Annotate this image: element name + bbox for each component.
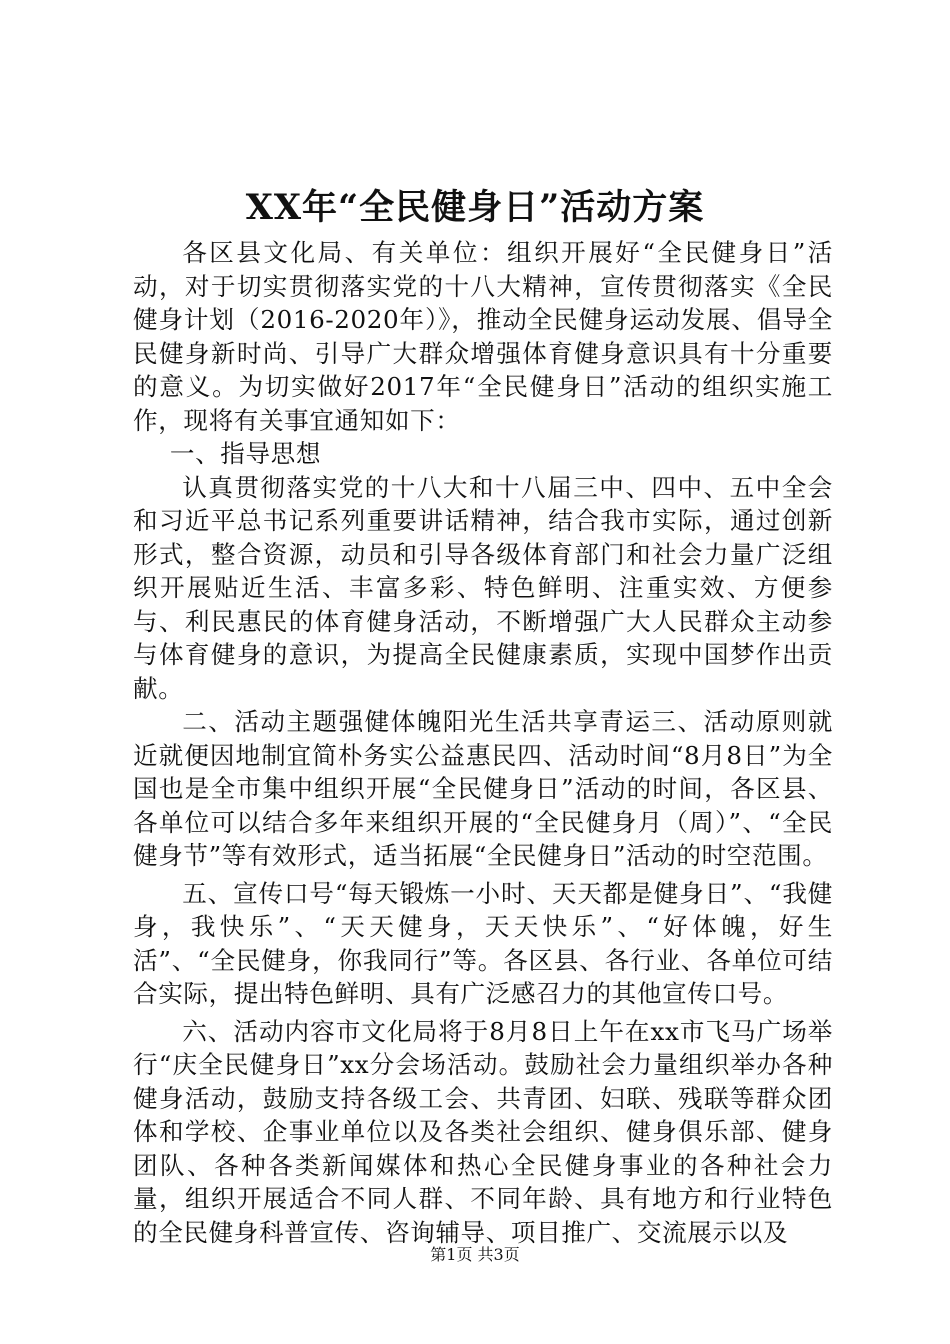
- paragraph-theme-principles-time: 二、活动主题强健体魄阳光生活共享青运三、活动原则就近就便因地制宜简朴务实公益惠民四、活动时间“8月8日”为全国也是全市集中组织开展“全民健身日”活动的时间，各区县、各单位可以结合多年来组织开展的“全民健身月（周）”、“全民健身节”等有效形式，适当拓展“全民健身日”活动的时空范围。: [133, 707, 833, 870]
- paragraph-slogans: 五、宣传口号“每天锻炼一小时、天天都是健身日”、“我健身，我快乐”、“天天健身，天天快乐”、“好体魄，好生活”、“全民健身，你我同行”等。各区县、各行业、各单位可结合实际，提出特色鲜明、具有广泛感召力的其他宣传口号。: [133, 878, 833, 1008]
- page-footer: 第1页 共3页: [430, 1245, 520, 1264]
- paragraph-intro: 各区县文化局、有关单位：组织开展好“全民健身日”活动，对于切实贯彻落实党的十八大精神，宣传贯彻落实《全民健身计划（2016-2020年）》，推动全民健身运动发展、倡导全民健身新时尚、引导广大群众增强体育健身意识具有十分重要的意义。为切实做好2017年“全民健身日”活动的组织实施工作，现将有关事宜通知如下：: [133, 238, 833, 435]
- section-heading-guiding-thought: 一、指导思想: [169, 439, 322, 468]
- document-body: [133, 236, 833, 1249]
- paragraph-activity-content: 六、活动内容市文化局将于8月8日上午在xx市飞马广场举行“庆全民健身日”xx分会场活动。鼓励社会力量组织举办各种健身活动，鼓励支持各级工会、共青团、妇联、残联等群众团体和学校、企事业单位以及各类社会组织、健身俱乐部、健身团队、各种各类新闻媒体和热心全民健身事业的各种社会力量，组织开展适合不同人群、不同年龄、具有地方和行业特色的全民健身科普宣传、咨询辅导、项目推广、交流展示以及: [133, 1016, 833, 1247]
- document-title: XX年“全民健身日”活动方案: [245, 187, 705, 228]
- paragraph-guiding-thought: 认真贯彻落实党的十八大和十八届三中、四中、五中全会和习近平总书记系列重要讲话精神，结合我市实际，通过创新形式，整合资源，动员和引导各级体育部门和社会力量广泛组织开展贴近生活、丰富多彩、特色鲜明、注重实效、方便参与、利民惠民的体育健身活动，不断增强广大人民群众主动参与体育健身的意识，为提高全民健康素质，实现中国梦作出贡献。: [133, 472, 833, 703]
